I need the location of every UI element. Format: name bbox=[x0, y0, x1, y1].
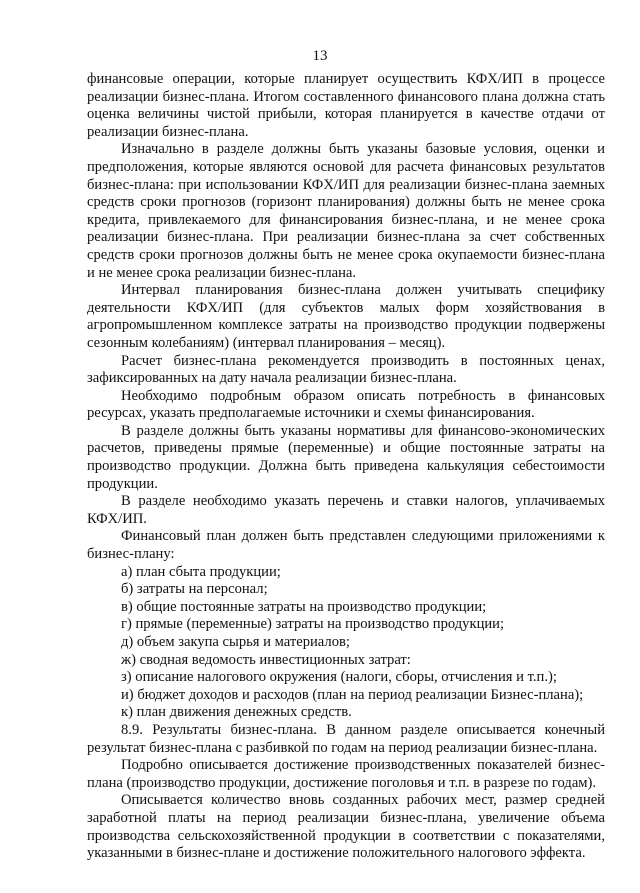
list-item: а) план сбыта продукции; bbox=[121, 563, 281, 580]
paragraph-jobs-and-tax-effect: Описывается количество вновь созданных рабочих мест, размер средней заработной платы на период реализации бизнес-плана, увеличение объема производства сельскохозяйственной продукции в соответствии с показателями, указанными в бизнес-плане и достижение положительного налогового эффекта. bbox=[87, 792, 605, 862]
list-item: з) описание налогового окружения (налоги, сборы, отчисления и т.п.); bbox=[121, 669, 557, 686]
paragraph-section-results: 8.9. Результаты бизнес-плана. В данном разделе описывается конечный результат бизнес-плана с разбивкой по годам на период реализации бизнес-плана. bbox=[87, 721, 605, 756]
page-body bbox=[87, 71, 605, 863]
paragraph-constant-prices: Расчет бизнес-плана рекомендуется производить в постоянных ценах, зафиксированных на дату начала реализации бизнес-плана. bbox=[87, 352, 605, 387]
paragraph-financial-needs: Необходимо подробным образом описать потребность в финансовых ресурсах, указать предполагаемые источники и схемы финансирования. bbox=[87, 387, 605, 422]
paragraph-taxes: В разделе необходимо указать перечень и ставки налогов, уплачиваемых КФХ/ИП. bbox=[87, 493, 605, 527]
paragraph-financial-operations: финансовые операции, которые планирует осуществить КФХ/ИП в процессе реализации бизнес-плана. Итогом составленного финансового плана должна стать оценка величины чистой прибыли, которая планируется в качестве отдачи от реализации бизнес-плана. bbox=[87, 71, 605, 140]
list-item: и) бюджет доходов и расходов (план на период реализации Бизнес-плана); bbox=[121, 686, 584, 703]
list-item: ж) сводная ведомость инвестиционных затрат: bbox=[121, 651, 411, 668]
paragraph-planning-interval: Интервал планирования бизнес-плана должен учитывать специфику деятельности КФХ/ИП (для субъектов малых форм хозяйствования в агропромышленном комплексе затраты на производство продукции подвержены сезонным колебаниям) (интервал планирования – месяц). bbox=[87, 282, 605, 351]
list-item: в) общие постоянные затраты на производство продукции; bbox=[121, 598, 487, 615]
list-item: г) прямые (переменные) затраты на производство продукции; bbox=[121, 616, 505, 633]
list-item: к) план движения денежных средств. bbox=[121, 704, 352, 721]
paragraph-norms: В разделе должны быть указаны нормативы для финансово-экономических расчетов, приведены прямые (переменные) и общие постоянные затраты на производство продукции. Должна быть приведена калькуляция себестоимости продукции. bbox=[87, 422, 605, 492]
paragraph-base-conditions: Изначально в разделе должны быть указаны базовые условия, оценки и предположения, которые являются основой для расчета финансовых результатов бизнес-плана: при использовании КФХ/ИП для реализации бизнес-плана заемных средств сроки прогнозов (горизонт планирования) должны быть не менее срока кредита, привлекаемого для финансирования бизнес-плана, и не менее срока реализации бизнес-плана. При реализации бизнес-плана за счет собственных средств сроки прогнозов должны быть не менее срока окупаемости бизнес-плана и не менее срока реализации бизнес-плана. bbox=[87, 141, 605, 281]
paragraph-production-indicators: Подробно описывается достижение производственных показателей бизнес-плана (производство продукции, достижение поголовья и т.п. в разрезе по годам). bbox=[87, 757, 605, 791]
list-item: д) объем закупа сырья и материалов; bbox=[121, 634, 350, 650]
paragraph-appendices-intro: Финансовый план должен быть представлен следующими приложениями к бизнес-плану: bbox=[87, 528, 605, 563]
list-item: б) затраты на персонал; bbox=[121, 581, 268, 598]
appendix-list bbox=[87, 564, 605, 722]
page-number: 13 bbox=[312, 48, 328, 64]
